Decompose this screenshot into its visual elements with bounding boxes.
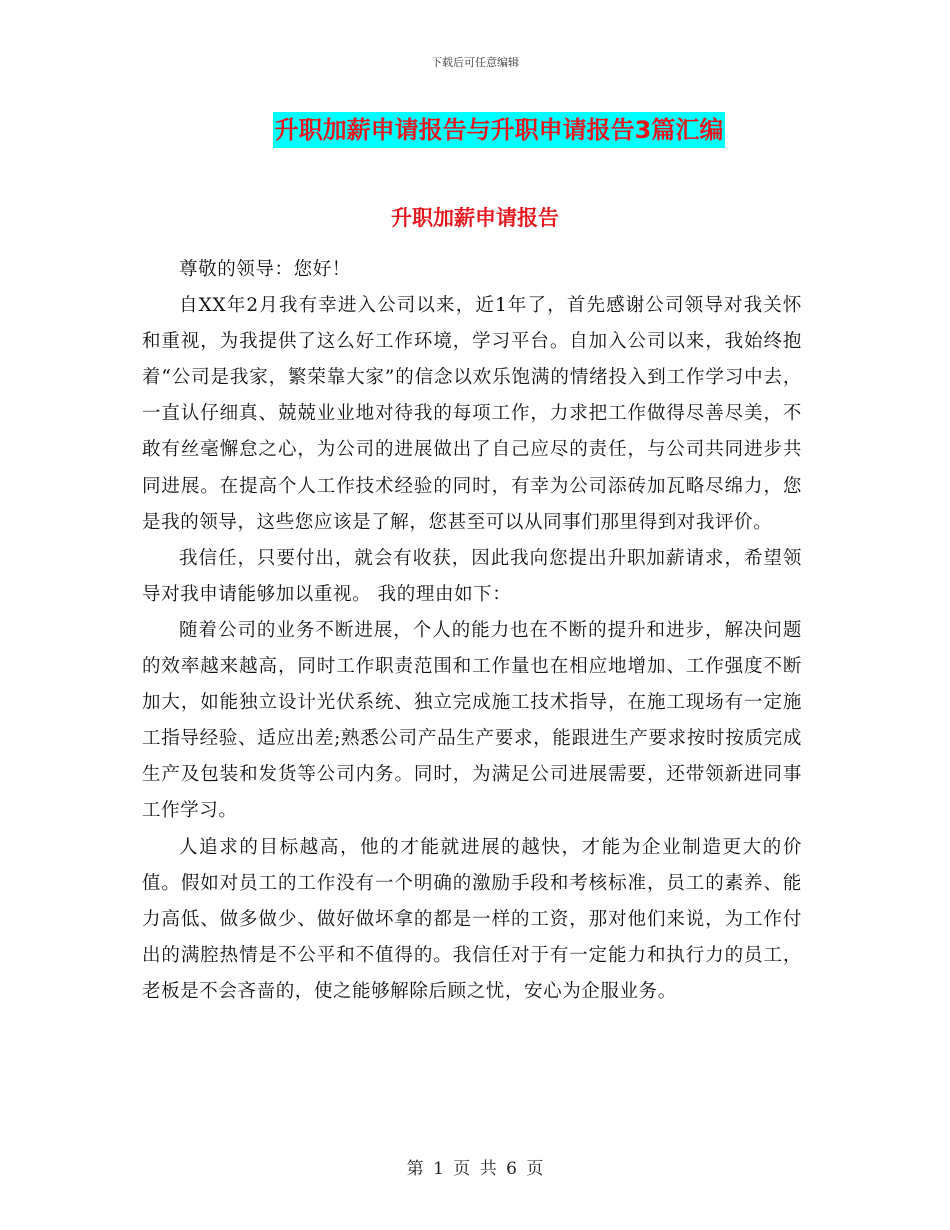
document-body	[142, 252, 802, 1010]
body-paragraph: 我信任，只要付出，就会有收获，因此我向您提出升职加薪请求，希望领导对我申请能够加以重视。 我的理由如下：	[142, 547, 802, 605]
section-title: 升职加薪申请报告	[391, 206, 559, 230]
main-title: 升职加薪申请报告与升职申请报告3篇汇编	[273, 112, 726, 148]
page-number-footer: 第 1 页 共 6 页	[406, 1159, 544, 1179]
salutation-paragraph: 尊敬的领导：您好！	[179, 259, 351, 280]
body-paragraph: 随着公司的业务不断进展，个人的能力也在不断的提升和进步，解决问题的效率越来越高，同时工作职责范围和工作量也在相应地增加、工作强度不断加大，如能独立设计光伏系统、独立完成施工技术指导，在施工现场有一定施工指导经验、适应出差;熟悉公司产品生产要求，能跟进生产要求按时按质完成生产及包装和发货等公司内务。同时，为满足公司进展需要，还带领新进同事工作学习。	[142, 619, 802, 822]
body-paragraph: 人追求的目标越高，他的才能就进展的越快，才能为企业制造更大的价值。假如对员工的工作没有一个明确的激励手段和考核标准，员工的素养、能力高低、做多做少、做好做坏拿的都是一样的工资，那对他们来说，为工作付出的满腔热情是不公平和不值得的。我信任对于有一定能力和执行力的员工，老板是不会吝啬的，使之能够解除后顾之忧，安心为企服业务。	[142, 836, 802, 1002]
main-title-container	[0, 112, 950, 148]
body-paragraph: 自XX年2月我有幸进入公司以来，近1年了，首先感谢公司领导对我关怀和重视，为我提供了这么好工作环境，学习平台。自加入公司以来，我始终抱着“公司是我家，繁荣靠大家”的信念以欢乐饱满的情绪投入到工作学习中去，一直认仔细真、兢兢业业地对待我的每项工作，力求把工作做得尽善尽美，不敢有丝毫懈怠之心，为公司的进展做出了自己应尽的责任，与公司共同进步共同进展。在提高个人工作技术经验的同时，有幸为公司添砖加瓦略尽绵力，您是我的领导，这些您应该是了解，您甚至可以从同事们那里得到对我评价。	[142, 295, 802, 533]
header-note: 下载后可任意编辑	[431, 56, 519, 69]
